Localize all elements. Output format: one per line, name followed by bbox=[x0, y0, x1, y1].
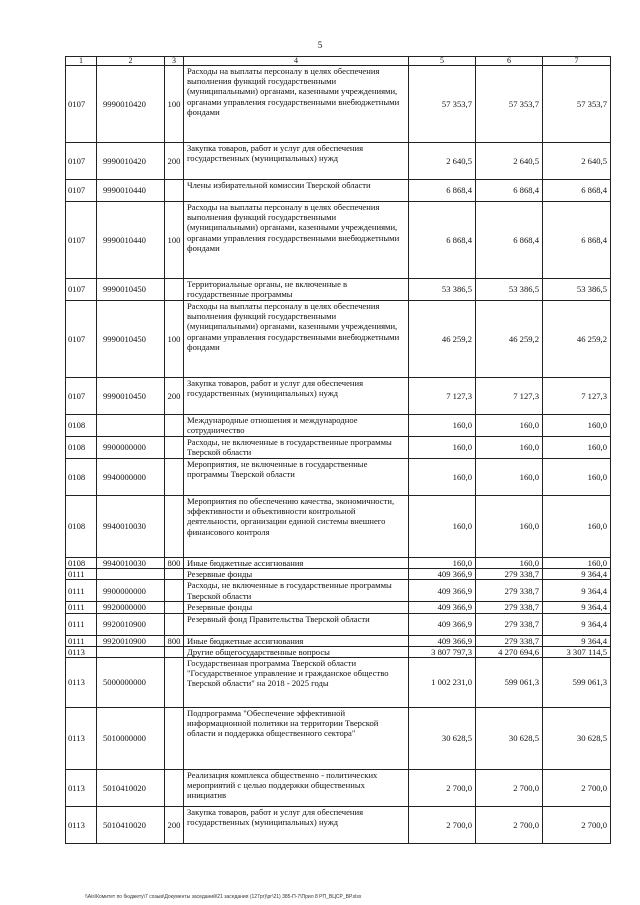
amount-cell-col6: 160,0 bbox=[476, 496, 543, 558]
table-row bbox=[66, 569, 611, 580]
table-row bbox=[66, 770, 611, 807]
amount-cell-col6: 4 270 694,6 bbox=[476, 646, 543, 657]
file-path-footer: \\Ais\Комитет по бюджету\7 созыв\Документы заседаний\21 заседания (127рг)\рг\21) 385-П-7\Прил 8 РП_ВЦСР_ВР.xlsx bbox=[85, 894, 362, 900]
amount-cell-col6: 57 353,7 bbox=[476, 66, 543, 143]
target-article-cell: 9990010450 bbox=[97, 301, 165, 378]
section-code-cell: 0107 bbox=[66, 202, 97, 279]
amount-cell-col6: 7 127,3 bbox=[476, 378, 543, 415]
item-name-cell: Международные отношения и международное сотрудничество bbox=[184, 415, 409, 437]
table-row bbox=[66, 807, 611, 844]
target-article-cell: 9920010900 bbox=[97, 635, 165, 646]
amount-cell-col5: 7 127,3 bbox=[409, 378, 476, 415]
expense-type-cell bbox=[165, 770, 184, 807]
item-name-cell: Расходы, не включенные в государственные программы Тверской области bbox=[184, 580, 409, 602]
amount-cell-col7: 2 700,0 bbox=[543, 807, 611, 844]
section-code-cell: 0113 bbox=[66, 807, 97, 844]
expense-type-cell bbox=[165, 279, 184, 301]
table-row bbox=[66, 415, 611, 437]
amount-cell-col5: 1 002 231,0 bbox=[409, 658, 476, 708]
amount-cell-col7: 6 868,4 bbox=[543, 202, 611, 279]
amount-cell-col7: 9 364,4 bbox=[543, 635, 611, 646]
expense-type-cell bbox=[165, 658, 184, 708]
amount-cell-col5: 3 807 797,3 bbox=[409, 646, 476, 657]
section-code-cell: 0107 bbox=[66, 301, 97, 378]
expense-type-cell bbox=[165, 646, 184, 657]
amount-cell-col5: 2 640,5 bbox=[409, 143, 476, 180]
amount-cell-col5: 160,0 bbox=[409, 459, 476, 496]
amount-cell-col5: 409 366,9 bbox=[409, 580, 476, 602]
expense-type-cell bbox=[165, 569, 184, 580]
expense-type-cell bbox=[165, 180, 184, 202]
table-row bbox=[66, 66, 611, 143]
amount-cell-col6: 160,0 bbox=[476, 459, 543, 496]
item-name-cell: Иные бюджетные ассигнования bbox=[184, 558, 409, 569]
header-cell: 2 bbox=[97, 57, 165, 66]
amount-cell-col7: 7 127,3 bbox=[543, 378, 611, 415]
section-code-cell: 0111 bbox=[66, 635, 97, 646]
item-name-cell: Иные бюджетные ассигнования bbox=[184, 635, 409, 646]
amount-cell-col7: 9 364,4 bbox=[543, 569, 611, 580]
amount-cell-col6: 160,0 bbox=[476, 415, 543, 437]
table-row bbox=[66, 558, 611, 569]
amount-cell-col7: 160,0 bbox=[543, 437, 611, 459]
target-article-cell: 9990010450 bbox=[97, 378, 165, 415]
amount-cell-col5: 46 259,2 bbox=[409, 301, 476, 378]
amount-cell-col7: 2 700,0 bbox=[543, 770, 611, 807]
header-cell: 7 bbox=[543, 57, 611, 66]
amount-cell-col5: 6 868,4 bbox=[409, 202, 476, 279]
expense-type-cell bbox=[165, 613, 184, 635]
table-row bbox=[66, 202, 611, 279]
item-name-cell: Мероприятия по обеспечению качества, экономичности, эффективности и объективности контрольной деятельности, организации единой системы внешнего финансового контроля bbox=[184, 496, 409, 558]
item-name-cell: Расходы, не включенные в государственные программы Тверской области bbox=[184, 437, 409, 459]
table-row bbox=[66, 180, 611, 202]
amount-cell-col6: 2 700,0 bbox=[476, 807, 543, 844]
amount-cell-col7: 160,0 bbox=[543, 496, 611, 558]
item-name-cell: Расходы на выплаты персоналу в целях обеспечения выполнения функций государственными (муниципальными) органами, казенными учреждениями, органами управления государственными внебюджетными фондами bbox=[184, 301, 409, 378]
target-article-cell: 5010410020 bbox=[97, 770, 165, 807]
amount-cell-col5: 2 700,0 bbox=[409, 807, 476, 844]
amount-cell-col5: 30 628,5 bbox=[409, 708, 476, 770]
amount-cell-col5: 160,0 bbox=[409, 558, 476, 569]
section-code-cell: 0111 bbox=[66, 602, 97, 613]
target-article-cell: 5010410020 bbox=[97, 807, 165, 844]
section-code-cell: 0107 bbox=[66, 180, 97, 202]
amount-cell-col6: 279 338,7 bbox=[476, 569, 543, 580]
item-name-cell: Закупка товаров, работ и услуг для обеспечения государственных (муниципальных) нужд bbox=[184, 807, 409, 844]
amount-cell-col7: 3 307 114,5 bbox=[543, 646, 611, 657]
item-name-cell: Закупка товаров, работ и услуг для обеспечения государственных (муниципальных) нужд bbox=[184, 143, 409, 180]
header-cell: 1 bbox=[66, 57, 97, 66]
expense-type-cell: 200 bbox=[165, 143, 184, 180]
amount-cell-col5: 53 386,5 bbox=[409, 279, 476, 301]
target-article-cell: 5000000000 bbox=[97, 658, 165, 708]
amount-cell-col6: 279 338,7 bbox=[476, 635, 543, 646]
amount-cell-col7: 46 259,2 bbox=[543, 301, 611, 378]
expense-type-cell bbox=[165, 437, 184, 459]
section-code-cell: 0111 bbox=[66, 580, 97, 602]
expense-type-cell bbox=[165, 602, 184, 613]
table-row bbox=[66, 613, 611, 635]
section-code-cell: 0108 bbox=[66, 558, 97, 569]
amount-cell-col7: 160,0 bbox=[543, 415, 611, 437]
section-code-cell: 0107 bbox=[66, 143, 97, 180]
target-article-cell bbox=[97, 569, 165, 580]
amount-cell-col6: 279 338,7 bbox=[476, 602, 543, 613]
section-code-cell: 0108 bbox=[66, 437, 97, 459]
item-name-cell: Резервные фонды bbox=[184, 569, 409, 580]
table-row bbox=[66, 378, 611, 415]
amount-cell-col5: 409 366,9 bbox=[409, 569, 476, 580]
amount-cell-col5: 160,0 bbox=[409, 415, 476, 437]
amount-cell-col5: 2 700,0 bbox=[409, 770, 476, 807]
amount-cell-col7: 160,0 bbox=[543, 558, 611, 569]
item-name-cell: Резервные фонды bbox=[184, 602, 409, 613]
amount-cell-col5: 160,0 bbox=[409, 496, 476, 558]
amount-cell-col7: 599 061,3 bbox=[543, 658, 611, 708]
expense-type-cell: 100 bbox=[165, 301, 184, 378]
section-code-cell: 0108 bbox=[66, 459, 97, 496]
amount-cell-col6: 279 338,7 bbox=[476, 613, 543, 635]
section-code-cell: 0107 bbox=[66, 378, 97, 415]
amount-cell-col7: 6 868,4 bbox=[543, 180, 611, 202]
header-cell: 3 bbox=[165, 57, 184, 66]
expense-type-cell bbox=[165, 708, 184, 770]
expense-type-cell bbox=[165, 415, 184, 437]
table-row bbox=[66, 658, 611, 708]
target-article-cell: 9900000000 bbox=[97, 580, 165, 602]
amount-cell-col6: 160,0 bbox=[476, 437, 543, 459]
item-name-cell: Реализация комплекса общественно - политических мероприятий с целью поддержки общественных инициатив bbox=[184, 770, 409, 807]
budget-table bbox=[65, 56, 611, 844]
section-code-cell: 0113 bbox=[66, 770, 97, 807]
target-article-cell: 9920000000 bbox=[97, 602, 165, 613]
section-code-cell: 0113 bbox=[66, 708, 97, 770]
amount-cell-col6: 6 868,4 bbox=[476, 180, 543, 202]
table-row bbox=[66, 496, 611, 558]
item-name-cell: Территориальные органы, не включенные в государственные программы bbox=[184, 279, 409, 301]
amount-cell-col6: 2 700,0 bbox=[476, 770, 543, 807]
expense-type-cell: 100 bbox=[165, 66, 184, 143]
expense-type-cell: 800 bbox=[165, 635, 184, 646]
target-article-cell: 9940000000 bbox=[97, 459, 165, 496]
section-code-cell: 0113 bbox=[66, 646, 97, 657]
target-article-cell: 9990010440 bbox=[97, 202, 165, 279]
expense-type-cell: 800 bbox=[165, 558, 184, 569]
amount-cell-col7: 9 364,4 bbox=[543, 602, 611, 613]
target-article-cell: 9990010420 bbox=[97, 66, 165, 143]
target-article-cell: 9940010030 bbox=[97, 496, 165, 558]
amount-cell-col5: 57 353,7 bbox=[409, 66, 476, 143]
section-code-cell: 0108 bbox=[66, 496, 97, 558]
item-name-cell: Расходы на выплаты персоналу в целях обеспечения выполнения функций государственными (муниципальными) органами, казенными учреждениями, органами управления государственными внебюджетными фондами bbox=[184, 66, 409, 143]
item-name-cell: Другие общегосударственные вопросы bbox=[184, 646, 409, 657]
item-name-cell: Государственная программа Тверской области "Государственное управление и гражданское общество Тверской области" на 2018 - 2025 годы bbox=[184, 658, 409, 708]
target-article-cell: 9920010900 bbox=[97, 613, 165, 635]
section-code-cell: 0113 bbox=[66, 658, 97, 708]
amount-cell-col7: 2 640,5 bbox=[543, 143, 611, 180]
amount-cell-col6: 599 061,3 bbox=[476, 658, 543, 708]
expense-type-cell: 100 bbox=[165, 202, 184, 279]
amount-cell-col6: 53 386,5 bbox=[476, 279, 543, 301]
amount-cell-col7: 57 353,7 bbox=[543, 66, 611, 143]
table-row bbox=[66, 580, 611, 602]
header-cell: 5 bbox=[409, 57, 476, 66]
section-code-cell: 0107 bbox=[66, 66, 97, 143]
table-row bbox=[66, 301, 611, 378]
target-article-cell: 5010000000 bbox=[97, 708, 165, 770]
amount-cell-col6: 6 868,4 bbox=[476, 202, 543, 279]
target-article-cell: 9990010440 bbox=[97, 180, 165, 202]
amount-cell-col6: 30 628,5 bbox=[476, 708, 543, 770]
amount-cell-col5: 409 366,9 bbox=[409, 613, 476, 635]
table-row bbox=[66, 437, 611, 459]
item-name-cell: Закупка товаров, работ и услуг для обеспечения государственных (муниципальных) нужд bbox=[184, 378, 409, 415]
amount-cell-col6: 279 338,7 bbox=[476, 580, 543, 602]
table-row bbox=[66, 635, 611, 646]
header-cell: 6 bbox=[476, 57, 543, 66]
expense-type-cell: 200 bbox=[165, 378, 184, 415]
target-article-cell bbox=[97, 415, 165, 437]
amount-cell-col5: 409 366,9 bbox=[409, 602, 476, 613]
target-article-cell: 9900000000 bbox=[97, 437, 165, 459]
item-name-cell: Члены избирательной комиссии Тверской области bbox=[184, 180, 409, 202]
section-code-cell: 0111 bbox=[66, 569, 97, 580]
item-name-cell: Подпрограмма "Обеспечение эффективной информационной политики на территории Тверской области и поддержка общественного сектора" bbox=[184, 708, 409, 770]
amount-cell-col6: 160,0 bbox=[476, 558, 543, 569]
expense-type-cell: 200 bbox=[165, 807, 184, 844]
section-code-cell: 0111 bbox=[66, 613, 97, 635]
target-article-cell: 9990010450 bbox=[97, 279, 165, 301]
table-row bbox=[66, 143, 611, 180]
table-row bbox=[66, 646, 611, 657]
table-header-row bbox=[66, 57, 611, 66]
target-article-cell bbox=[97, 646, 165, 657]
amount-cell-col5: 409 366,9 bbox=[409, 635, 476, 646]
amount-cell-col6: 46 259,2 bbox=[476, 301, 543, 378]
section-code-cell: 0107 bbox=[66, 279, 97, 301]
item-name-cell: Расходы на выплаты персоналу в целях обеспечения выполнения функций государственными (муниципальными) органами, казенными учреждениями, органами управления государственными внебюджетными фондами bbox=[184, 202, 409, 279]
page-number: 5 bbox=[317, 40, 323, 50]
expense-type-cell bbox=[165, 496, 184, 558]
header-cell: 4 bbox=[184, 57, 409, 66]
table-row bbox=[66, 602, 611, 613]
expense-type-cell bbox=[165, 580, 184, 602]
section-code-cell: 0108 bbox=[66, 415, 97, 437]
item-name-cell: Резервный фонд Правительства Тверской области bbox=[184, 613, 409, 635]
target-article-cell: 9990010420 bbox=[97, 143, 165, 180]
amount-cell-col7: 9 364,4 bbox=[543, 580, 611, 602]
item-name-cell: Мероприятия, не включенные в государственные программы Тверской области bbox=[184, 459, 409, 496]
amount-cell-col7: 53 386,5 bbox=[543, 279, 611, 301]
amount-cell-col6: 2 640,5 bbox=[476, 143, 543, 180]
amount-cell-col5: 6 868,4 bbox=[409, 180, 476, 202]
amount-cell-col7: 160,0 bbox=[543, 459, 611, 496]
amount-cell-col7: 9 364,4 bbox=[543, 613, 611, 635]
table-row bbox=[66, 279, 611, 301]
table-row bbox=[66, 459, 611, 496]
table-row bbox=[66, 708, 611, 770]
amount-cell-col7: 30 628,5 bbox=[543, 708, 611, 770]
amount-cell-col5: 160,0 bbox=[409, 437, 476, 459]
expense-type-cell bbox=[165, 459, 184, 496]
target-article-cell: 9940010030 bbox=[97, 558, 165, 569]
